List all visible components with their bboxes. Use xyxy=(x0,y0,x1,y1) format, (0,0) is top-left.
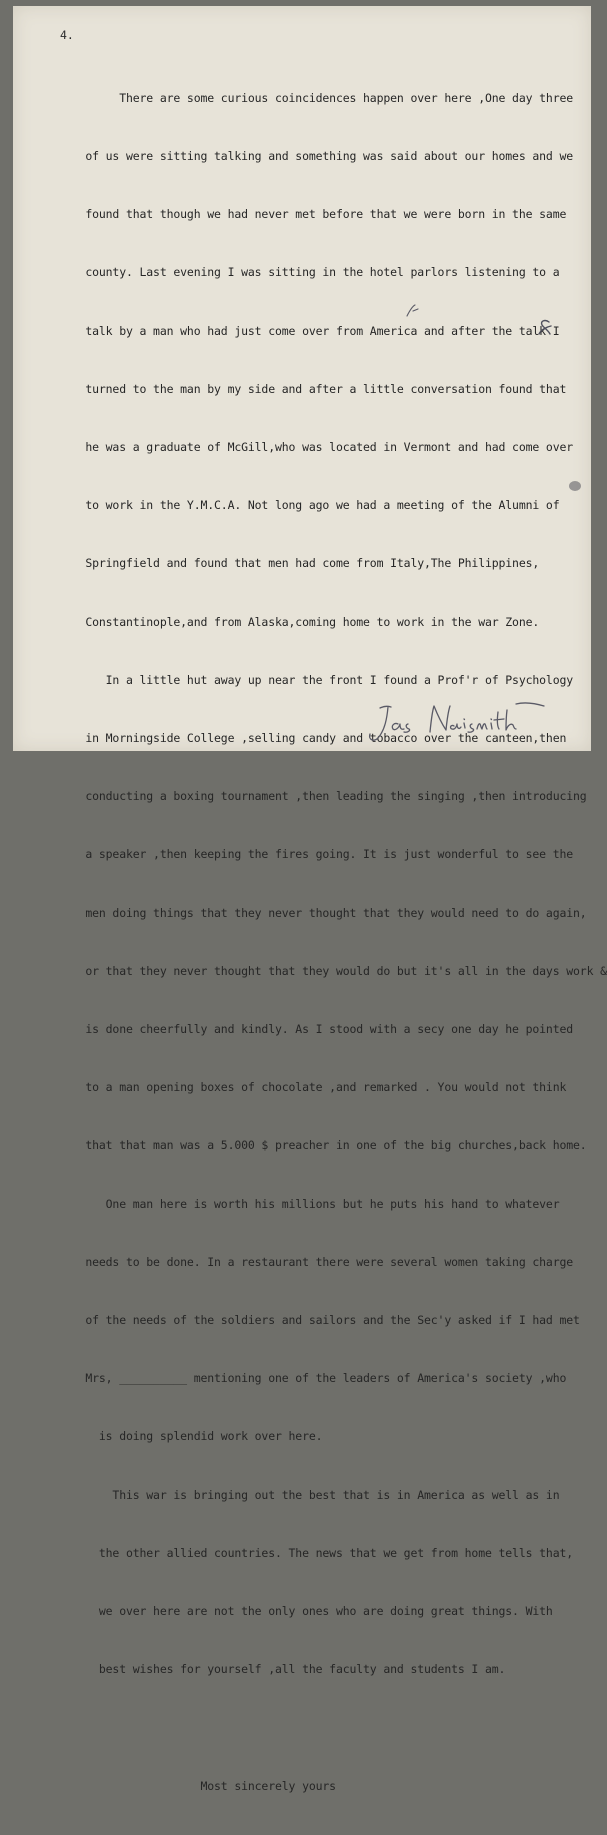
letter-line: men doing things that they never thought that they would need to do again, xyxy=(65,905,587,920)
letter-line: a speaker ,then keeping the fires going. It is just wonderful to see the xyxy=(65,847,574,862)
letter-line: This war is bringing out the best that is in America as well as in xyxy=(65,1487,560,1502)
ink-correction-mark xyxy=(401,302,431,322)
letter-line: to work in the Y.M.C.A. Not long ago we had a meeting of the Alumni of xyxy=(65,498,560,513)
letter-line xyxy=(65,1719,595,1738)
letter-line: the other allied countries. The news that we get from home tells that, xyxy=(65,1545,574,1560)
letter-line: Mrs, __________ mentioning one of the leaders of America's society ,who xyxy=(65,1371,567,1386)
letter-line: found that though we had never met before that we were born in the same xyxy=(65,207,567,222)
letter-line: conducting a boxing tournament ,then leading the singing ,then introducing xyxy=(65,789,587,804)
letter-line: he was a graduate of McGill,who was located in Vermont and had come over xyxy=(65,440,574,455)
letter-line: in Morningside College ,selling candy and tobacco over the canteen,then xyxy=(65,731,567,746)
letter-line: One man here is worth his millions but he puts his hand to whatever xyxy=(65,1196,560,1211)
letter-line: Constantinople,and from Alaska,coming home to work in the war Zone. xyxy=(65,614,540,629)
letter-line: is done cheerfully and kindly. As I stood with a secy one day he pointed xyxy=(65,1022,574,1037)
letter-line: is doing splendid work over here. xyxy=(65,1429,323,1444)
letter-page xyxy=(13,6,607,1793)
letter-line: of us were sitting talking and something was said about our homes and we xyxy=(65,149,574,164)
letter-line: In a little hut away up near the front I found a Prof'r of Psychology xyxy=(65,672,574,687)
letter-line: turned to the man by my side and after a little conversation found that xyxy=(65,381,567,396)
letter-line: that that man was a 5.000 $ preacher in one of the big churches,back home. xyxy=(65,1138,587,1153)
letter-line: we over here are not the only ones who are doing great things. With xyxy=(65,1604,553,1619)
letter-body xyxy=(65,50,607,1835)
ink-ampersand-mark xyxy=(533,316,557,338)
letter-line: best wishes for yourself ,all the faculty and students I am. xyxy=(65,1662,506,1677)
letter-line: to a man opening boxes of chocolate ,and remarked . You would not think xyxy=(65,1080,567,1095)
page-number: 4. xyxy=(60,28,74,42)
letter-line: county. Last evening I was sitting in the hotel parlors listening to a xyxy=(65,265,560,280)
letter-line: There are some curious coincidences happen over here ,One day three xyxy=(65,90,574,105)
letter-line: of the needs of the soldiers and sailors and the Sec'y asked if I had met xyxy=(65,1313,580,1328)
letter-line: or that they never thought that they would do but it's all in the days work & xyxy=(65,963,607,978)
letter-line: needs to be done. In a restaurant there were several women taking charge xyxy=(65,1254,574,1269)
handwritten-signature xyxy=(358,694,558,746)
letter-line: talk by a man who had just come over from America and after the talk I xyxy=(65,323,560,338)
letter-line: Most sincerely yours xyxy=(65,1778,336,1793)
letter-line: Springfield and found that men had come from Italy,The Philippines, xyxy=(65,556,540,571)
ink-smudge xyxy=(566,478,584,494)
